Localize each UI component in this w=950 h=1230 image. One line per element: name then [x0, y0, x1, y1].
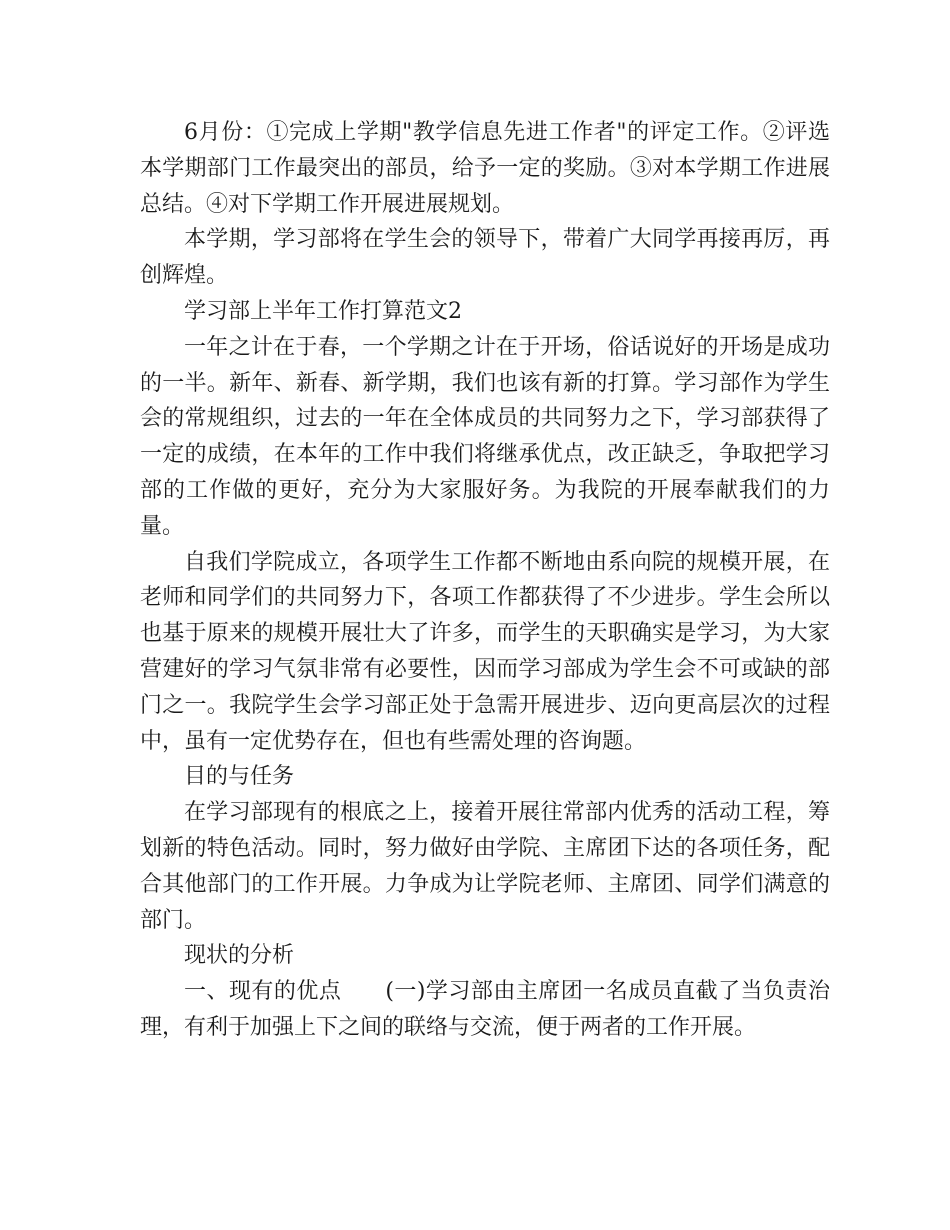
- paragraph-new-year-plan: 一年之计在于春，一个学期之计在于开场，俗话说好的开场是成功的一半。新年、新春、新学期，我们也该有新的打算。学习部作为学生会的常规组织，过去的一年在全体成员的共同努力之下，学习部获得了一定的成绩，在本年的工作中我们将继承优点，改正缺乏，争取把学习部的工作做的更好，充分为大家服好务。为我院的开展奉献我们的力量。: [140, 334, 830, 539]
- section-title-goals: 目的与任务: [184, 764, 295, 790]
- section-title-sample-2: 学习部上半年工作打算范文2: [184, 298, 462, 324]
- advantages-lead: 一、现有的优点: [184, 979, 342, 1005]
- advantages-body: (一)学习部由主席团一名成员直截了当负责治理，有利于加强上下之间的联络与交流，便于两者的工作开展。: [140, 979, 830, 1040]
- section-title-analysis: 现状的分析: [184, 943, 295, 969]
- document-page: [140, 115, 830, 1046]
- paragraph-june-plan: 6月份：①完成上学期"教学信息先进工作者"的评定工作。②评选本学期部门工作最突出的部员，给予一定的奖励。③对本学期工作进展总结。④对下学期工作开展进展规划。: [140, 120, 830, 217]
- paragraph-advantages: [140, 974, 830, 1046]
- paragraph-goals: 在学习部现有的根底之上，接着开展往常部内优秀的活动工程，筹划新的特色活动。同时，努力做好由学院、主席团下达的各项任务，配合其他部门的工作开展。力争成为让学院老师、主席团、同学们满意的部门。: [140, 800, 830, 933]
- paragraph-college-background: 自我们学院成立，各项学生工作都不断地由系向院的规模开展，在老师和同学们的共同努力下，各项工作都获得了不少进步。学生会所以也基于原来的规模开展壮大了许多，而学生的天职确实是学习，为大家营建好的学习气氛非常有必要性，因而学习部成为学生会不可或缺的部门之一。我院学生会学习部正处于急需开展进步、迈向更高层次的过程中，虽有一定优势存在，但也有些需处理的咨询题。: [140, 549, 830, 754]
- paragraph-semester-closing: 本学期，学习部将在学生会的领导下，带着广大同学再接再厉，再创辉煌。: [140, 227, 830, 289]
